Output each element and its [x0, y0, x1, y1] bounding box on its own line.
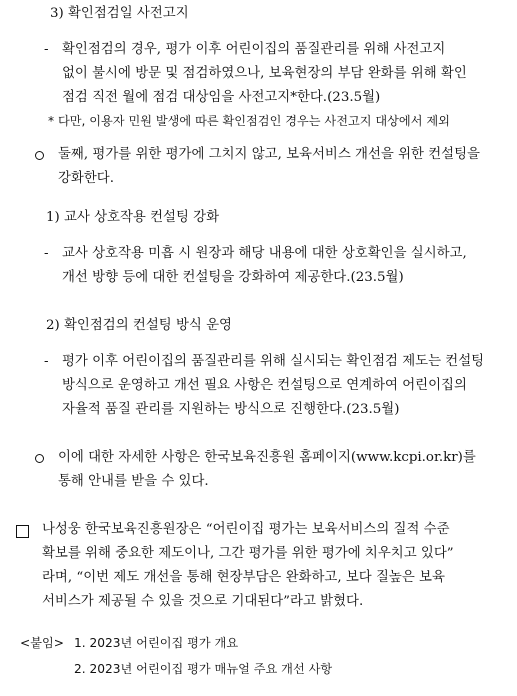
quote-line: 라며, “이번 제도 개선을 통해 현장부담은 완화하고, 보다 질높은 보육	[42, 570, 445, 585]
subsection-heading: 2) 확인점검의 컨설팅 방식 운영	[46, 318, 232, 333]
dash-marker: -	[44, 42, 49, 57]
dash-marker: -	[44, 354, 49, 369]
dash-marker: -	[44, 246, 49, 261]
quote-line: 서비스가 제공될 수 있을 것으로 기대된다”라고 밝혔다.	[42, 594, 364, 609]
square-bullet-icon	[16, 525, 29, 538]
body-line: 통해 안내를 받을 수 있다.	[58, 474, 209, 489]
body-line: 자율적 품질 관리를 지원하는 방식으로 진행한다.(23.5월)	[62, 402, 400, 417]
body-line: 둘째, 평가를 위한 평가에 그치지 않고, 보육서비스 개선을 위한 컨설팅을	[58, 147, 480, 162]
body-line: 이에 대한 자세한 사항은 한국보육진흥원 홈페이지(www.kcpi.or.kr)를	[58, 450, 476, 465]
body-line: 개선 방향 등에 대한 컨설팅을 강화하여 제공한다.(23.5월)	[62, 270, 404, 285]
body-line: 없이 불시에 방문 및 점검하였으나, 보육현장의 부담 완화를 위해 확인	[62, 66, 467, 81]
section-heading: 3) 확인점검일 사전고지	[50, 6, 189, 21]
body-line: 평가 이후 어린이집의 품질관리를 위해 실시되는 확인점검 제도는 컨설팅	[62, 354, 485, 369]
quote-line: 나성웅 한국보육진흥원장은 “어린이집 평가는 보육서비스의 질적 수준	[42, 522, 450, 537]
footnote: * 다만, 이용자 민원 발생에 따른 확인점검인 경우는 사전고지 대상에서 제외	[48, 114, 450, 128]
attachment-label: <붙임>	[20, 636, 64, 650]
attachment-item: 2. 2023년 어린이집 평가 매뉴얼 주요 개선 사항	[74, 662, 333, 676]
circle-bullet-icon	[35, 454, 44, 463]
body-line: 방식으로 운영하고 개선 필요 사항은 컨설팅으로 연계하여 어린이집의	[62, 378, 467, 393]
body-line: 점검 직전 월에 점검 대상임을 사전고지*한다.(23.5월)	[62, 90, 381, 105]
quote-line: 확보를 위해 중요한 제도이나, 그간 평가를 위한 평가에 치우치고 있다”	[42, 546, 454, 561]
body-line: 교사 상호작용 미흡 시 원장과 해당 내용에 대한 상호확인을 실시하고,	[62, 246, 467, 261]
circle-bullet-icon	[35, 151, 44, 160]
subsection-heading: 1) 교사 상호작용 컨설팅 강화	[46, 210, 220, 225]
body-line: 확인점검의 경우, 평가 이후 어린이집의 품질관리를 위해 사전고지	[62, 42, 446, 57]
body-line: 강화한다.	[58, 171, 114, 186]
attachment-item: 1. 2023년 어린이집 평가 개요	[74, 636, 239, 650]
